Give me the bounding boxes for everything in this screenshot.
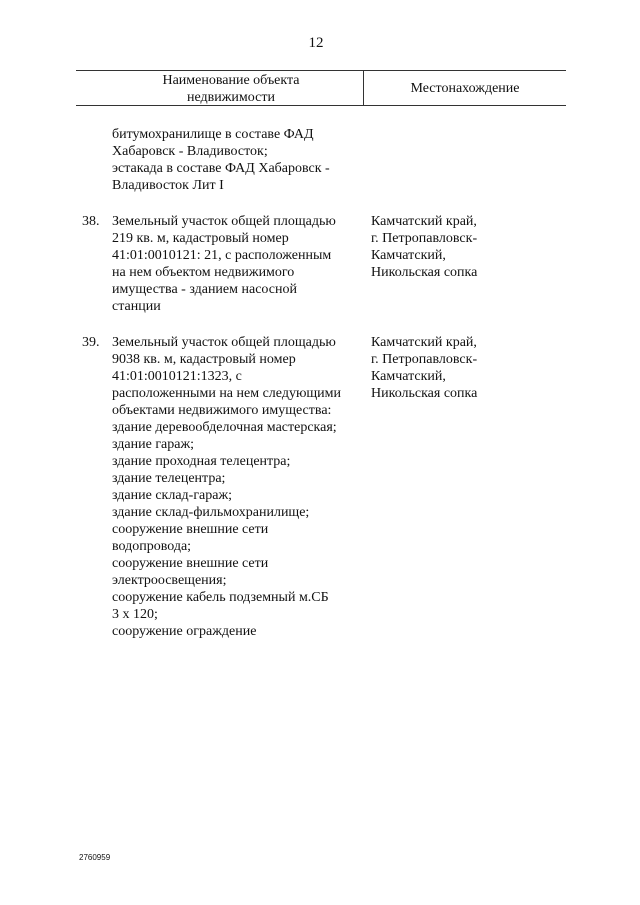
entry-name-line: здание деревообделочная мастерская; (112, 420, 337, 435)
continuation-line: битумохранилище в составе ФАД (112, 127, 314, 142)
entry-name-line: 3 х 120; (112, 607, 158, 622)
entry-name-line: здание гараж; (112, 437, 195, 452)
continuation-line: эстакада в составе ФАД Хабаровск - (112, 161, 330, 176)
entry-name-line: здание склад-гараж; (112, 488, 233, 503)
entry-location-line: Никольская сопка (371, 386, 478, 401)
entry-location-line: Камчатский, (371, 248, 446, 263)
entry-location-line: г. Петропавловск- (371, 231, 478, 246)
entry-location-line: Камчатский край, (371, 335, 477, 350)
page-number: 12 (308, 35, 324, 51)
entry-number: 38. (82, 214, 100, 229)
entry-name-line: 41:01:0010121:1323, с (112, 369, 242, 384)
header-object-name-line: Наименование объекта (162, 73, 300, 88)
entry-name-line: 9038 кв. м, кадастровый номер (112, 352, 296, 367)
entry-location-line: Камчатский, (371, 369, 446, 384)
entry-name-line: электроосвещения; (112, 573, 227, 588)
continuation-line: Владивосток Лит I (112, 178, 224, 193)
entry-name-line: сооружение внешние сети (112, 556, 269, 571)
header-object-name-line: недвижимости (187, 90, 275, 105)
table-top-rule (76, 70, 566, 71)
entry-name-line: расположенными на нем следующими (112, 386, 342, 401)
entry-name-line: 41:01:0010121: 21, с расположенным (112, 248, 332, 263)
entry-name-line: здание телецентра; (112, 471, 226, 486)
entry-name-line: станции (112, 299, 161, 314)
entry-name-line: сооружение кабель подземный м.СБ (112, 590, 329, 605)
header-location: Местонахождение (410, 81, 520, 96)
entry-name-line: здание склад-фильмохранилище; (112, 505, 310, 520)
entry-name-line: объектами недвижимого имущества: (112, 403, 332, 418)
document-code: 2760959 (79, 853, 111, 862)
entry-name-line: здание проходная телецентра; (112, 454, 291, 469)
header-object-name (100, 72, 362, 106)
entry-location-line: Камчатский край, (371, 214, 477, 229)
entry-name-line: 219 кв. м, кадастровый номер (112, 231, 289, 246)
continuation-line: Хабаровск - Владивосток; (112, 144, 268, 159)
entry-number: 39. (82, 335, 100, 350)
entry-name-line: сооружение ограждение (112, 624, 257, 639)
entry-name-line: на нем объектом недвижимого (112, 265, 295, 280)
entry-location-line: г. Петропавловск- (371, 352, 478, 367)
entry-name-line: Земельный участок общей площадью (112, 335, 336, 350)
entry-name-line: водопровода; (112, 539, 192, 554)
entry-name-line: Земельный участок общей площадью (112, 214, 336, 229)
entry-name-line: имущества - зданием насосной (112, 282, 297, 297)
entry-location-line: Никольская сопка (371, 265, 478, 280)
entry-name-line: сооружение внешние сети (112, 522, 269, 537)
